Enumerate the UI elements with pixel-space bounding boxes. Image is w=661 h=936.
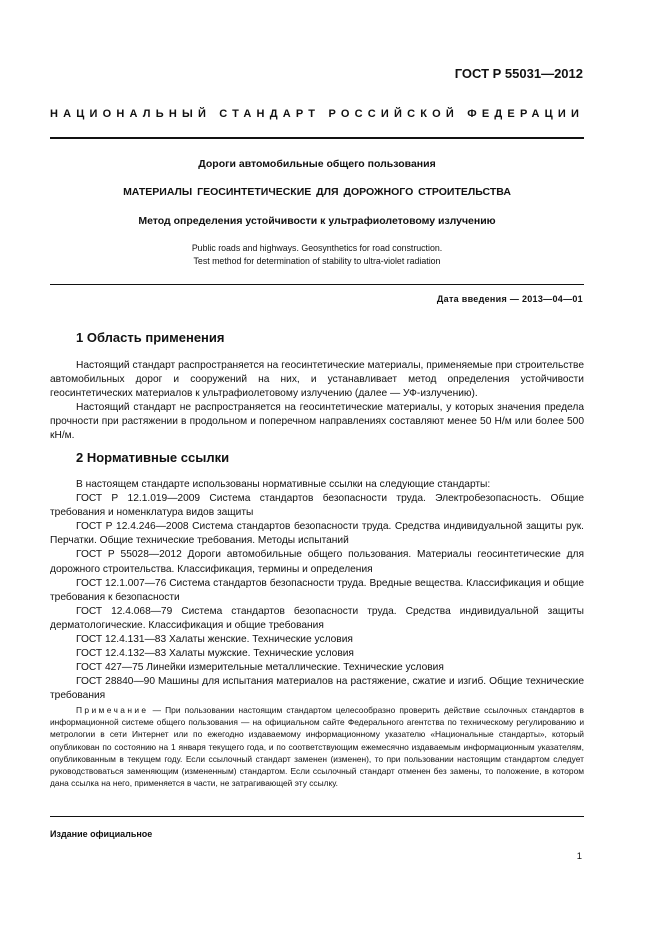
note-label: Примечание [76,705,149,715]
reference-item: ГОСТ Р 12.1.019—2009 Система стандартов безопасности труда. Электробезопасность. Общие требования и номенклатура видов защиты [50,493,584,519]
header-divider [50,137,584,139]
national-standard-banner: НАЦИОНАЛЬНЫЙ СТАНДАРТ РОССИЙСКОЙ ФЕДЕРАЦИИ [50,108,585,120]
reference-item: ГОСТ 28840—90 Машины для испытания материалов на растяжение, сжатие и изгиб. Общие технические требования [50,676,584,702]
note-block [50,704,584,789]
section-1-body [50,359,584,444]
note-text: — При пользовании настоящим стандартом целесообразно проверить действие ссылочных стандартов в информационной системе общего пользования — на официальном сайте Федерального агентства по техническому регулированию и метрологии в сети Интернет или по ежегодно издаваемому информационному указателю «Национальные стандарты», который опубликован по состоянию на 1 января текущего года, и по соответствующим ежемесячно издаваемым информационным указателям, опубликованным в текущем году. Если ссылочный стандарт заменен (изменен), то при пользовании настоящим стандартом следует руководствоваться заменяющим (измененным) стандартом. Если ссылочный стандарт отменен без замены, то положение, в котором дана ссылка на него, применяется в части, не затрагивающей эту ссылку. [50,705,584,789]
page-number: 1 [576,851,582,862]
method-title: Метод определения устойчивости к ультрафиолетовому излучению [138,215,496,227]
edition-label: Издание официальное [50,829,153,839]
note-paragraph [50,704,584,789]
section-2-heading: 2 Нормативные ссылки [76,450,230,465]
english-title-line-2: Test method for determination of stability to ultra-violet radiation [193,256,441,266]
group-title: Дороги автомобильные общего пользования [198,158,436,170]
standard-code: ГОСТ Р 55031—2012 [454,66,583,81]
paragraph: Настоящий стандарт не распространяется на геосинтетические материалы, у которых значения предела прочности при растяжении в продольном и поперечном направлениях составляют менее 50 Н/м или более 500 кН/м. [50,402,584,442]
reference-item: ГОСТ 427—75 Линейки измерительные металлические. Технические условия [76,662,444,674]
section-2-body [50,478,584,704]
paragraph: Настоящий стандарт распространяется на геосинтетические материалы, применяемые при строительстве автомобильных дорог и сооружений на них, и устанавливает метод определения устойчивости геосинтетических материалов к ультрафиолетовому излучению (далее — УФ-излучению). [50,360,584,400]
reference-item: ГОСТ 12.1.007—76 Система стандартов безопасности труда. Вредные вещества. Классификация и общие требования к безопасности [50,577,584,603]
paragraph: В настоящем стандарте использованы нормативные ссылки на следующие стандарты: [76,479,491,490]
reference-item: ГОСТ Р 55028—2012 Дороги автомобильные общего пользования. Материалы геосинтетические для дорожного строительства. Классификация, термины и определения [50,549,584,575]
english-title-line-1: Public roads and highways. Geosynthetics for road construction. [191,243,443,253]
reference-item: ГОСТ 12.4.132—83 Халаты мужские. Технические условия [76,648,354,660]
main-title: МАТЕРИАЛЫ ГЕОСИНТЕТИЧЕСКИЕ ДЛЯ ДОРОЖНОГО СТРОИТЕЛЬСТВА [123,186,511,198]
section-1-heading: 1 Область применения [76,330,225,345]
reference-item: ГОСТ 12.4.131—83 Халаты женские. Технические условия [76,634,353,646]
introduction-date: Дата введения — 2013—04—01 [436,294,583,304]
reference-item: ГОСТ 12.4.068—79 Система стандартов безопасности труда. Средства индивидуальной защиты дерматологические. Классификация и общие требования [50,605,584,631]
title-divider [50,284,584,285]
footer-divider [50,816,584,817]
reference-item: ГОСТ Р 12.4.246—2008 Система стандартов безопасности труда. Средства индивидуальной защиты рук. Перчатки. Общие технические требования. Методы испытаний [50,521,584,547]
